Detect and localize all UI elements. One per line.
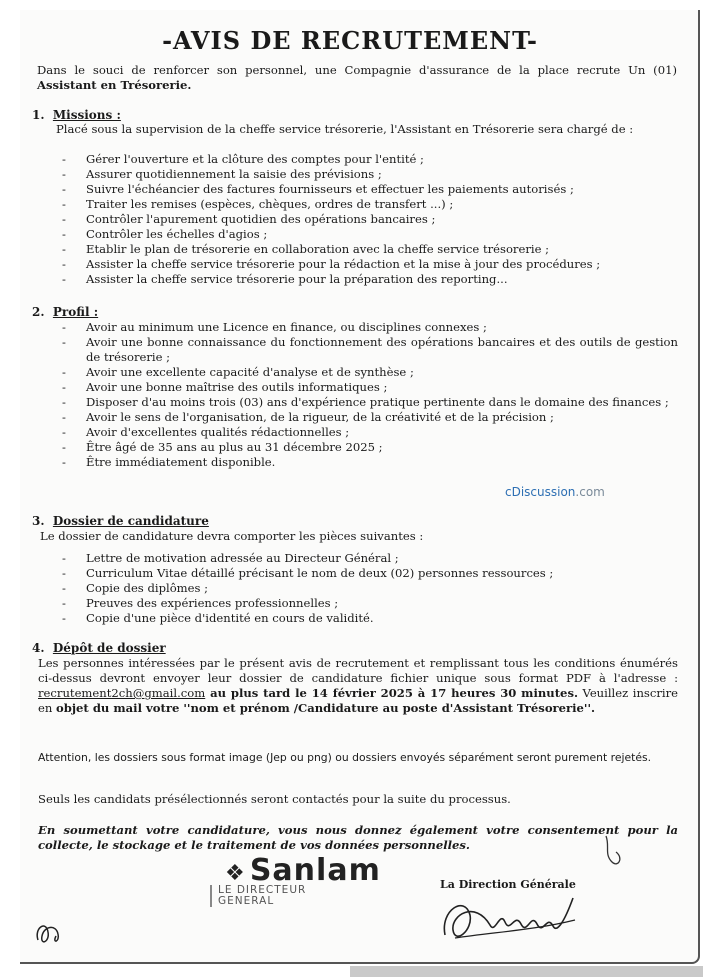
stamp-divider [210,885,212,907]
list-item: - Traiter les remises (espèces, chèques, ordres de transfert ...) ; [56,197,686,212]
list-item: - Avoir le sens de l'organisation, de la rigueur, de la créativité et de la précision ; [56,410,678,425]
signatory-title: La Direction Générale [440,878,576,891]
list-item: - Suivre l'échéancier des factures fournisseurs et effectuer les paiements autorisés ; [56,182,686,197]
dossier-list [56,551,686,626]
depot-paragraph [38,656,678,716]
missions-heading [32,108,121,122]
dossier-number: 3. [32,514,45,528]
list-item: - Preuves des expériences professionnelles ; [56,596,686,611]
signature-image [435,890,595,950]
list-item: - Avoir une bonne maîtrise des outils informatiques ; [56,380,678,395]
list-item: - Assurer quotidiennement la saisie des prévisions ; [56,167,686,182]
depot-text: Les personnes intéressées par le présent avis de recrutement et remplissant tous les conditions énumérés ci-dessus devront envoyer leur dossier de candidature fichier unique sous format PDF à l'adresse : [38,656,678,685]
list-item: - Avoir une excellente capacité d'analyse et de synthèse ; [56,365,678,380]
list-item: - Avoir au minimum une Licence en finance, ou disciplines connexes ; [56,320,678,335]
list-item: - Être âgé de 35 ans au plus au 31 décembre 2025 ; [56,440,678,455]
bottom-bar [350,966,703,977]
dossier-title: Dossier de candidature [52,514,209,528]
list-item: - Contrôler les échelles d'agios ; [56,227,686,242]
profil-number: 2. [32,305,45,319]
attention-paragraph: Attention, les dossiers sous format image (Jep ou png) ou dossiers envoyés séparément seront purement rejetés. [38,751,652,764]
profil-list [56,320,678,470]
list-item: - Disposer d'au moins trois (03) ans d'expérience pratique pertinente dans le domaine des finances ; [56,395,678,410]
consent-paragraph: En soumettant votre candidature, vous nous donnez également votre consentement pour la collecte, le stockage et le traitement de vos données personnelles. [38,823,678,852]
list-item: - Assister la cheffe service trésorerie pour la rédaction et la mise à jour des procédures ; [56,257,686,272]
watermark-tld: .com [575,485,605,499]
list-item: - Curriculum Vitae détaillé précisant le nom de deux (02) personnes ressources ; [56,566,686,581]
stamp-line-2: GENERAL [218,895,275,907]
intro-paragraph [37,63,677,93]
missions-list [56,152,686,287]
depot-instruction: Veuillez inscrire en [38,686,679,715]
sanlam-logo [225,853,381,888]
list-item: - Assister la cheffe service trésorerie pour la préparation des reporting... [56,272,686,287]
list-item: - Être immédiatement disponible. [56,455,678,470]
profil-heading [32,305,98,319]
list-item: - Lettre de motivation adressée au Directeur Général ; [56,551,686,566]
logo-name: Sanlam [249,853,381,888]
depot-title: Dépôt de dossier [52,641,166,655]
list-item: - Copie d'une pièce d'identité en cours de validité. [56,611,686,626]
depot-deadline: au plus tard le 14 février 2025 à 17 heures 30 minutes. [205,686,579,700]
stamp-line-1: LE DIRECTEUR [218,884,307,896]
list-item: - Avoir d'excellentes qualités rédactionnelles ; [56,425,678,440]
depot-heading [32,641,166,655]
initials-mark [30,910,70,950]
profil-title: Profil : [52,305,99,319]
intro-position: Assistant en Trésorerie. [37,78,192,92]
intro-text: Dans le souci de renforcer son personnel, une Compagnie d'assurance de la place recrute Un (01) [37,63,677,77]
dossier-lead: Le dossier de candidature devra comporter les pièces suivantes : [40,529,424,543]
missions-lead: Placé sous la supervision de la cheffe service trésorerie, l'Assistant en Trésorerie sera chargé de : [56,122,634,136]
list-item: - Avoir une bonne connaissance du fonctionnement des opérations bancaires et des outils de gestion de trésorerie ; [56,335,678,365]
missions-number: 1. [32,108,45,122]
page-title: -AVIS DE RECRUTEMENT- [162,26,538,55]
paraphe-mark [600,832,630,872]
watermark-link[interactable] [505,485,605,499]
list-item: - Etablir le plan de trésorerie en collaboration avec la cheffe service trésorerie ; [56,242,686,257]
list-item: - Contrôler l'apurement quotidien des opérations bancaires ; [56,212,686,227]
missions-title: Missions : [52,108,121,122]
application-email-link[interactable]: recrutement2ch@gmail.com [38,686,206,700]
watermark-brand: cDiscussion [505,485,576,499]
sanlam-diamond-icon: ❖ [225,861,245,886]
shortlist-paragraph: Seuls les candidats présélectionnés seront contactés pour la suite du processus. [38,792,511,806]
depot-number: 4. [32,641,45,655]
list-item: - Gérer l'ouverture et la clôture des comptes pour l'entité ; [56,152,686,167]
list-item: - Copie des diplômes ; [56,581,686,596]
dossier-heading [32,514,209,528]
depot-subject: objet du mail votre ''nom et prénom /Candidature au poste d'Assistant Trésorerie''. [56,701,596,715]
director-stamp [218,885,306,907]
